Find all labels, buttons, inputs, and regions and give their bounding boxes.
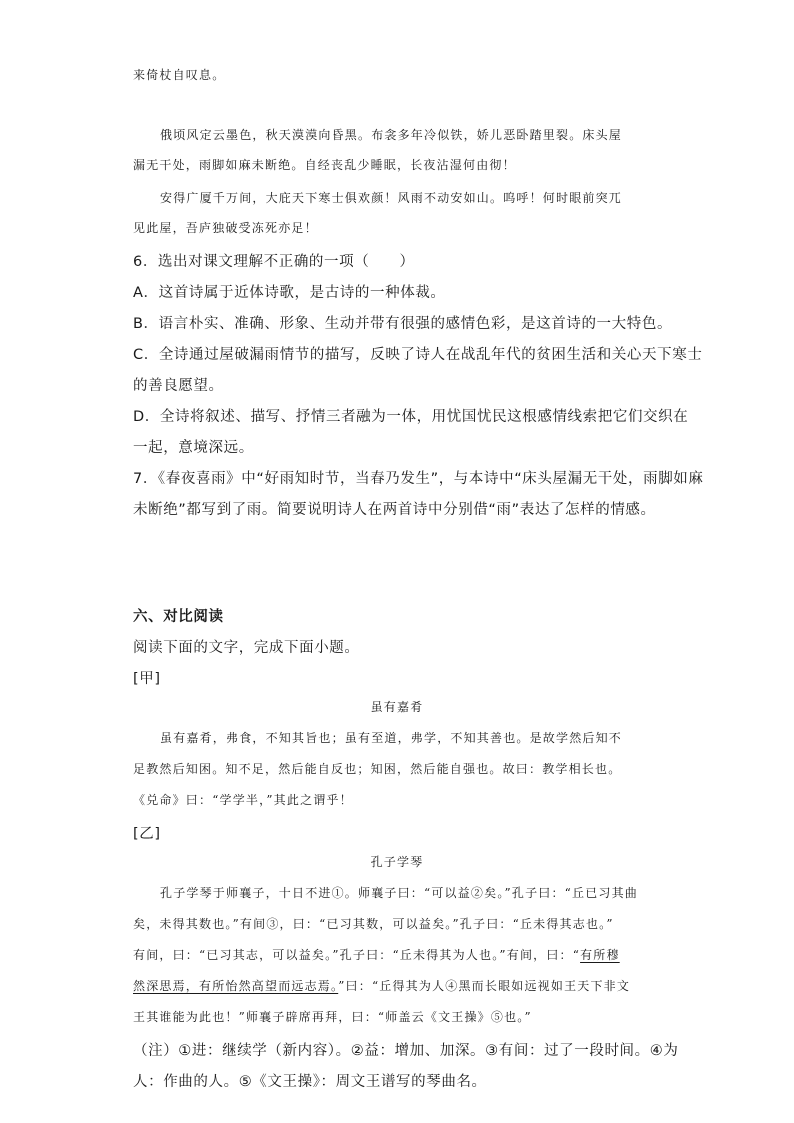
option-d: D．全诗将叙述、描写、抒情三者融为一体，用忧国忧民这根感情线索把它们交织在 <box>133 409 689 425</box>
option-b: B．语言朴实、准确、形象、生动并带有很强的感情色彩，是这首诗的一大特色。 <box>133 316 673 332</box>
passage-yi-label: [乙] <box>133 826 161 842</box>
passage-jia-line: 足教然后知困。知不足，然后能自反也；知困，然后能自强也。故曰：教学相长也。 <box>133 762 622 776</box>
underlined-sentence: 然深思焉，有所怡然高望而远志焉。 <box>133 979 339 993</box>
annotation: （注）①进：继续学（新内容）。②益：增加、加深。③有间：过了一段时间。④为 <box>133 1043 679 1059</box>
question-7: 7．《春夜喜雨》中“好雨知时节，当春乃发生”，与本诗中“床头屋漏无干处，雨脚如麻 <box>133 471 704 487</box>
passage-yi-line <box>133 946 620 963</box>
passage-jia-label: [甲] <box>133 671 161 687</box>
annotation-cont: 人：作曲的人。⑤《文王操》：周文王谱写的琴曲名。 <box>133 1074 487 1090</box>
option-c-cont: 的善良愿望。 <box>133 378 224 394</box>
section-instruction: 阅读下面的文字，完成下面小题。 <box>133 640 360 656</box>
underlined-sentence: 有所穆 <box>580 948 620 962</box>
section-heading: 六、对比阅读 <box>133 609 224 625</box>
option-d-cont: 一起，意境深远。 <box>133 440 254 456</box>
passage-jia-line: 《兑命》曰：“学学半，”其此之谓乎！ <box>133 793 353 807</box>
passage-yi-line <box>133 977 630 994</box>
poem-line: 漏无干处，雨脚如麻未断绝。自经丧乱少睡眠，长夜沾湿何由彻！ <box>133 158 516 172</box>
question-7-cont: 未断绝”都写到了雨。简要说明诗人在两首诗中分别借“雨”表达了怎样的情感。 <box>133 502 656 518</box>
poem-line: 来倚杖自叹息。 <box>133 68 226 82</box>
option-c: C．全诗通过屋破漏雨情节的描写，反映了诗人在战乱年代的贫困生活和关心天下寒士 <box>133 347 703 363</box>
question-6-stem: 6．选出对课文理解不正确的一项（ ） <box>133 254 415 270</box>
passage-yi-text: 有间，曰：“已习其志，可以益矣。”孔子曰：“丘未得其为人也。”有间，曰：“ <box>133 948 581 962</box>
passage-jia-line: 虽有嘉肴，弗食，不知其旨也；虽有至道，弗学，不知其善也。是故学然后知不 <box>160 731 623 745</box>
passage-yi-text: ”曰：“丘得其为人④黑而长眼如远视如王天下非文 <box>338 979 631 993</box>
option-a: A．这首诗属于近体诗歌，是古诗的一种体裁。 <box>133 285 446 301</box>
passage-yi-line: 王其谁能为此也！”师襄子辟席再拜，曰：“师盖云《文王操》⑤也。” <box>133 1010 532 1024</box>
passage-yi-title: 孔子学琴 <box>370 855 424 869</box>
poem-line: 安得广厦千万间，大庇天下寒士俱欢颜！风雨不动安如山。呜呼！何时眼前突兀 <box>160 191 623 205</box>
passage-yi-line: 矣，未得其数也。”有间③，曰：“已习其数，可以益矣。”孔子曰：“丘未得其志也。” <box>133 917 614 931</box>
poem-line: 俄顷风定云墨色，秋天漠漠向昏黑。布衾多年冷似铁，娇儿恶卧踏里裂。床头屋 <box>160 128 623 142</box>
passage-jia-title: 虽有嘉肴 <box>370 700 424 714</box>
poem-line: 见此屋，吾庐独破受冻死亦足！ <box>133 221 318 235</box>
passage-yi-line: 孔子学琴于师襄子，十日不进①。师襄子曰：“可以益②矣。”孔子曰：“丘已习其曲 <box>160 886 639 900</box>
